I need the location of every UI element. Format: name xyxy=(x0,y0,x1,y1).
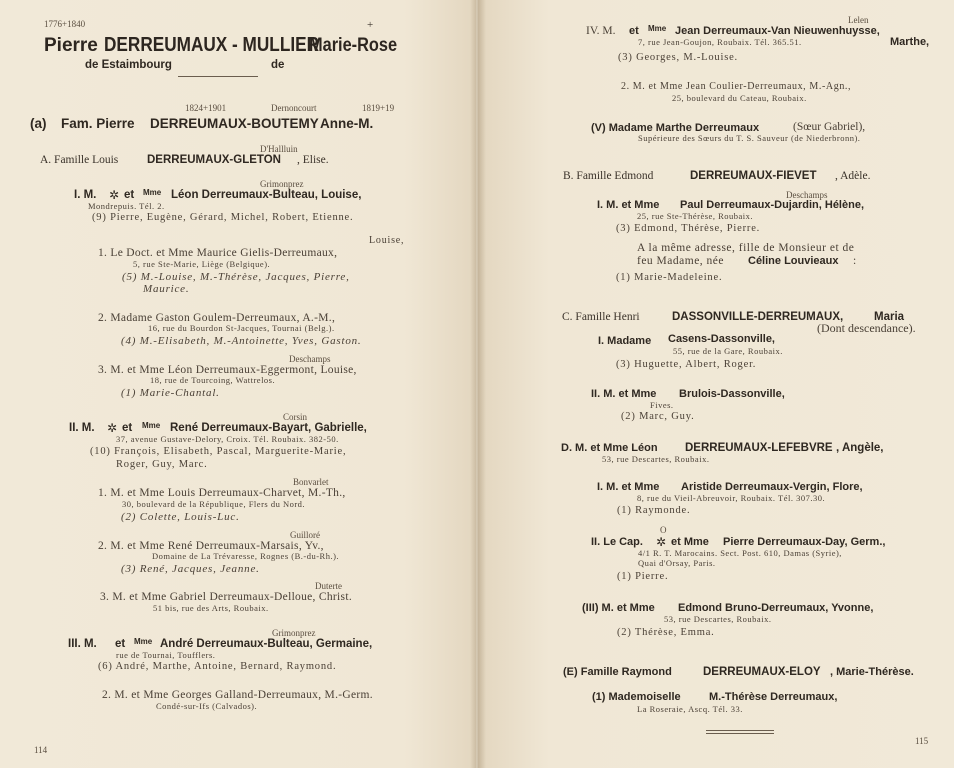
r4-name: Paul Derreumaux-Dujardin, Hélène, xyxy=(680,199,864,211)
r7-address: 8, rue du Vieil-Abreuvoir, Roubaix. Tél. 307.30. xyxy=(637,493,826,503)
e1-et: et xyxy=(124,189,135,201)
family-henri-spouse: Maria xyxy=(874,311,905,323)
famA-dates-1: 1824+1901 xyxy=(185,103,227,113)
r4-prefix: I. M. et Mme xyxy=(597,199,660,211)
r4-address: 25, rue Ste-Thérèse, Roubaix. xyxy=(637,211,753,221)
r10-prefix: (1) Mademoiselle xyxy=(592,691,681,703)
e9-children: (6) André, Marthe, Antoine, Bernard, Raymond. xyxy=(98,661,337,672)
title-spouse: Marie-Rose xyxy=(309,35,398,56)
r8-address-2: Quai d'Orsay, Paris. xyxy=(638,558,716,568)
r6-address: Fives. xyxy=(650,400,674,410)
r1-et: et xyxy=(629,25,639,37)
famA-place: Dernoncourt xyxy=(271,103,317,113)
e3-line: 2. Madame Gaston Goulem-Derreumaux, A.-M., xyxy=(98,312,336,324)
r1-spouse: Marthe, xyxy=(890,36,930,48)
e5-address: 37, avenue Gustave-Delory, Croix. Tél. Roubaix. 382-50. xyxy=(116,434,339,444)
e5-children-1: (10) François, Elisabeth, Pascal, Marguerite-Marie, xyxy=(90,446,347,457)
r8-prefix: II. Le Cap. xyxy=(591,536,643,548)
r4-note-1: A la même adresse, fille de Monsieur et de xyxy=(637,242,855,254)
e5-prefix: II. M. xyxy=(69,422,95,434)
e2-children-1: (5) M.-Louise, M.-Thérèse, Jacques, Pierre, xyxy=(122,271,350,283)
e1-prefix: I. M. xyxy=(74,189,97,201)
r10-address: La Roseraie, Ascq. Tél. 33. xyxy=(637,704,743,714)
r6-children: (2) Marc, Guy. xyxy=(621,411,695,422)
e2-children-2: Maurice. xyxy=(143,283,190,295)
page-number-right: 115 xyxy=(915,736,929,746)
r5-name: Casens-Dassonville, xyxy=(668,333,775,345)
r1-children: (3) Georges, M.-Louise. xyxy=(618,52,738,63)
e4-address: 18, rue de Tourcoing, Wattrelos. xyxy=(150,375,276,385)
r5-children: (3) Huguette, Albert, Roger. xyxy=(616,359,757,370)
e2-line: 1. Le Doct. et Mme Maurice Gielis-Derreumaux, xyxy=(98,247,338,259)
e5-mme: Mme xyxy=(142,421,161,430)
r1-prefix: IV. M. xyxy=(586,25,616,37)
right-page xyxy=(478,0,954,768)
r6-prefix: II. M. et Mme xyxy=(591,388,657,400)
e1-maiden: Grimonprez xyxy=(260,179,304,189)
header-dates: 1776+1840 xyxy=(44,19,86,29)
death-cross: + xyxy=(367,19,374,31)
r8-address-1: 4/1 R. T. Marocains. Sect. Post. 610, Damas (Syrie), xyxy=(638,548,842,558)
e3-address: 16, rue du Bourdon St-Jacques, Tournai (Belg.). xyxy=(148,323,335,333)
family-henri-name: DASSONVILLE-DERREUMAUX, xyxy=(672,311,844,323)
e9-mme: Mme xyxy=(134,637,153,646)
r8-et: et Mme xyxy=(671,536,709,548)
family-henri-descendance: (Dont descendance). xyxy=(817,321,916,335)
e5-et: et xyxy=(122,422,133,434)
e5-star-icon: ✲ xyxy=(107,421,118,435)
r8-children: (1) Pierre. xyxy=(617,571,669,582)
blank-line xyxy=(178,76,258,77)
e1-mme: Mme xyxy=(143,188,162,197)
famA-fam: Fam. Pierre xyxy=(61,116,135,131)
r4-children: (3) Edmond, Thérèse, Pierre. xyxy=(616,223,761,234)
e9-address: rue de Tournai, Toufflers. xyxy=(116,650,216,660)
e8-line: 3. M. et Mme Gabriel Derreumaux-Delloue, Christ. xyxy=(100,591,353,603)
r3-label: (V) Madame Marthe Derreumaux xyxy=(591,122,760,134)
left-page xyxy=(0,0,476,768)
r5-prefix: I. Madame xyxy=(598,335,652,347)
r1-address: 7, rue Jean-Goujon, Roubaix. Tél. 365.51. xyxy=(638,37,802,47)
e6-children: (2) Colette, Louis-Luc. xyxy=(121,511,240,523)
e4-maiden: Deschamps xyxy=(289,354,331,364)
e9-et: et xyxy=(115,638,126,650)
e6-maiden: Bonvarlet xyxy=(293,477,329,487)
family-louis-name: DERREUMAUX-GLETON xyxy=(147,154,281,166)
famA-dates-2: 1819+19 xyxy=(362,103,395,113)
r9-prefix: (III) M. et Mme xyxy=(582,602,655,614)
e5-name: René Derreumaux-Bayart, Gabrielle, xyxy=(170,422,367,434)
r9-address: 53, rue Descartes, Roubaix. xyxy=(664,614,772,624)
title-name: DERREUMAUX - MULLIER xyxy=(104,34,319,56)
de-label: de xyxy=(271,59,285,71)
e4-line: 3. M. et Mme Léon Derreumaux-Eggermont, Louise, xyxy=(98,364,357,376)
e7-address: Domaine de La Trévaresse, Rognes (B.-du-Rh.). xyxy=(152,551,340,561)
page-number-left: 114 xyxy=(34,745,48,755)
e7-line: 2. M. et Mme René Derreumaux-Marsais, Yv., xyxy=(98,540,324,552)
title-first: Pierre xyxy=(44,35,98,56)
famE-spouse: , Marie-Thérèse. xyxy=(830,666,914,678)
family-edmond-name: DERREUMAUX-FIEVET xyxy=(690,170,817,182)
e10-line: 2. M. et Mme Georges Galland-Derreumaux, M.-Germ. xyxy=(102,689,373,701)
family-louis-spouse: , Elise. xyxy=(297,154,329,166)
book-gutter xyxy=(470,0,486,768)
r6-name: Brulois-Dassonville, xyxy=(679,388,785,400)
r1-name: Jean Derreumaux-Van Nieuwenhuysse, xyxy=(675,25,880,37)
r9-name: Edmond Bruno-Derreumaux, Yvonne, xyxy=(678,602,874,614)
e3-children: (4) M.-Elisabeth, M.-Antoinette, Yves, Gaston. xyxy=(121,335,362,347)
r9-children: (2) Thérèse, Emma. xyxy=(617,627,715,638)
e9-name: André Derreumaux-Bulteau, Germaine, xyxy=(160,638,373,650)
famD-label: D. M. et Mme Léon xyxy=(561,442,658,454)
family-edmond-label: B. Famille Edmond xyxy=(563,170,654,182)
e9-prefix: III. M. xyxy=(68,638,97,650)
r7-prefix: I. M. et Mme xyxy=(597,481,660,493)
famA-spouse: Anne-M. xyxy=(320,116,374,131)
r7-children: (1) Raymonde. xyxy=(617,505,691,516)
r8-name: Pierre Derreumaux-Day, Germ., xyxy=(723,536,886,548)
e6-line: 1. M. et Mme Louis Derreumaux-Charvet, M.-Th., xyxy=(98,487,346,499)
famE-name: DERREUMAUX-ELOY xyxy=(703,666,821,678)
famD-spouse: , Angèle, xyxy=(836,442,884,454)
r4-children-2: (1) Marie-Madeleine. xyxy=(616,272,723,283)
end-rule-1 xyxy=(706,730,774,731)
e5-maiden: Corsin xyxy=(283,412,308,422)
end-rule-2 xyxy=(706,733,774,734)
family-louis-label: A. Famille Louis xyxy=(40,154,119,166)
e1-star-icon: ✲ xyxy=(109,188,120,202)
e5-children-2: Roger, Guy, Marc. xyxy=(116,459,208,470)
r1-mme: Mme xyxy=(648,24,667,33)
e4-children: (1) Marie-Chantal. xyxy=(121,387,220,399)
e9-maiden: Grimonprez xyxy=(272,628,316,638)
e8-address: 51 bis, rue des Arts, Roubaix. xyxy=(153,603,269,613)
e1-children: (9) Pierre, Eugène, Gérard, Michel, Robert, Etienne. xyxy=(92,212,354,223)
r4-note-colon: : xyxy=(853,255,857,267)
r8-marker: O xyxy=(660,525,667,535)
famA-name: DERREUMAUX-BOUTEMY xyxy=(150,116,319,131)
r2-line: 2. M. et Mme Jean Coulier-Derreumaux, M.-Agn., xyxy=(621,81,852,92)
e7-maiden: Guilloré xyxy=(290,530,320,540)
origin-label: de Estaimbourg xyxy=(85,59,172,71)
e2-maiden: Louise, xyxy=(369,235,405,246)
famA-label: (a) xyxy=(30,116,47,131)
r3-relation: (Sœur Gabriel), xyxy=(793,121,866,133)
r7-name: Aristide Derreumaux-Vergin, Flore, xyxy=(681,481,863,493)
maiden-hallluin: D'Hallluin xyxy=(260,144,298,154)
e8-maiden: Duterte xyxy=(315,581,342,591)
r4-maiden: Deschamps xyxy=(786,190,828,200)
e2-address: 5, rue Ste-Marie, Liège (Belgique). xyxy=(133,259,271,269)
e6-address: 30, boulevard de la République, Flers du Nord. xyxy=(122,499,306,509)
r5-address: 55, rue de la Gare, Roubaix. xyxy=(673,346,783,356)
e1-address: Mondrepuis. Tél. 2. xyxy=(88,201,165,211)
r8-star-icon: ✲ xyxy=(656,535,667,549)
famD-address: 53, rue Descartes, Roubaix. xyxy=(602,454,710,464)
e10-address: Condé-sur-Ifs (Calvados). xyxy=(156,701,258,711)
famE-label: (E) Famille Raymond xyxy=(563,666,672,678)
e7-children: (3) René, Jacques, Jeanne. xyxy=(121,563,260,575)
family-henri-label: C. Famille Henri xyxy=(562,311,640,323)
r2-address: 25, boulevard du Cateau, Roubaix. xyxy=(672,93,807,103)
r3-address: Supérieure des Sœurs du T. S. Sauveur (de Niederbronn). xyxy=(638,133,861,143)
e1-name: Léon Derreumaux-Bulteau, Louise, xyxy=(171,189,362,201)
r4-note-2: feu Madame, née xyxy=(637,255,725,267)
r1-maiden: Lelen xyxy=(848,15,869,25)
family-edmond-spouse: , Adèle. xyxy=(835,170,871,182)
famD-name: DERREUMAUX-LEFEBVRE xyxy=(685,442,833,454)
r10-name: M.-Thérèse Derreumaux, xyxy=(709,691,838,703)
r4-note-name: Céline Louvieaux xyxy=(748,255,839,267)
